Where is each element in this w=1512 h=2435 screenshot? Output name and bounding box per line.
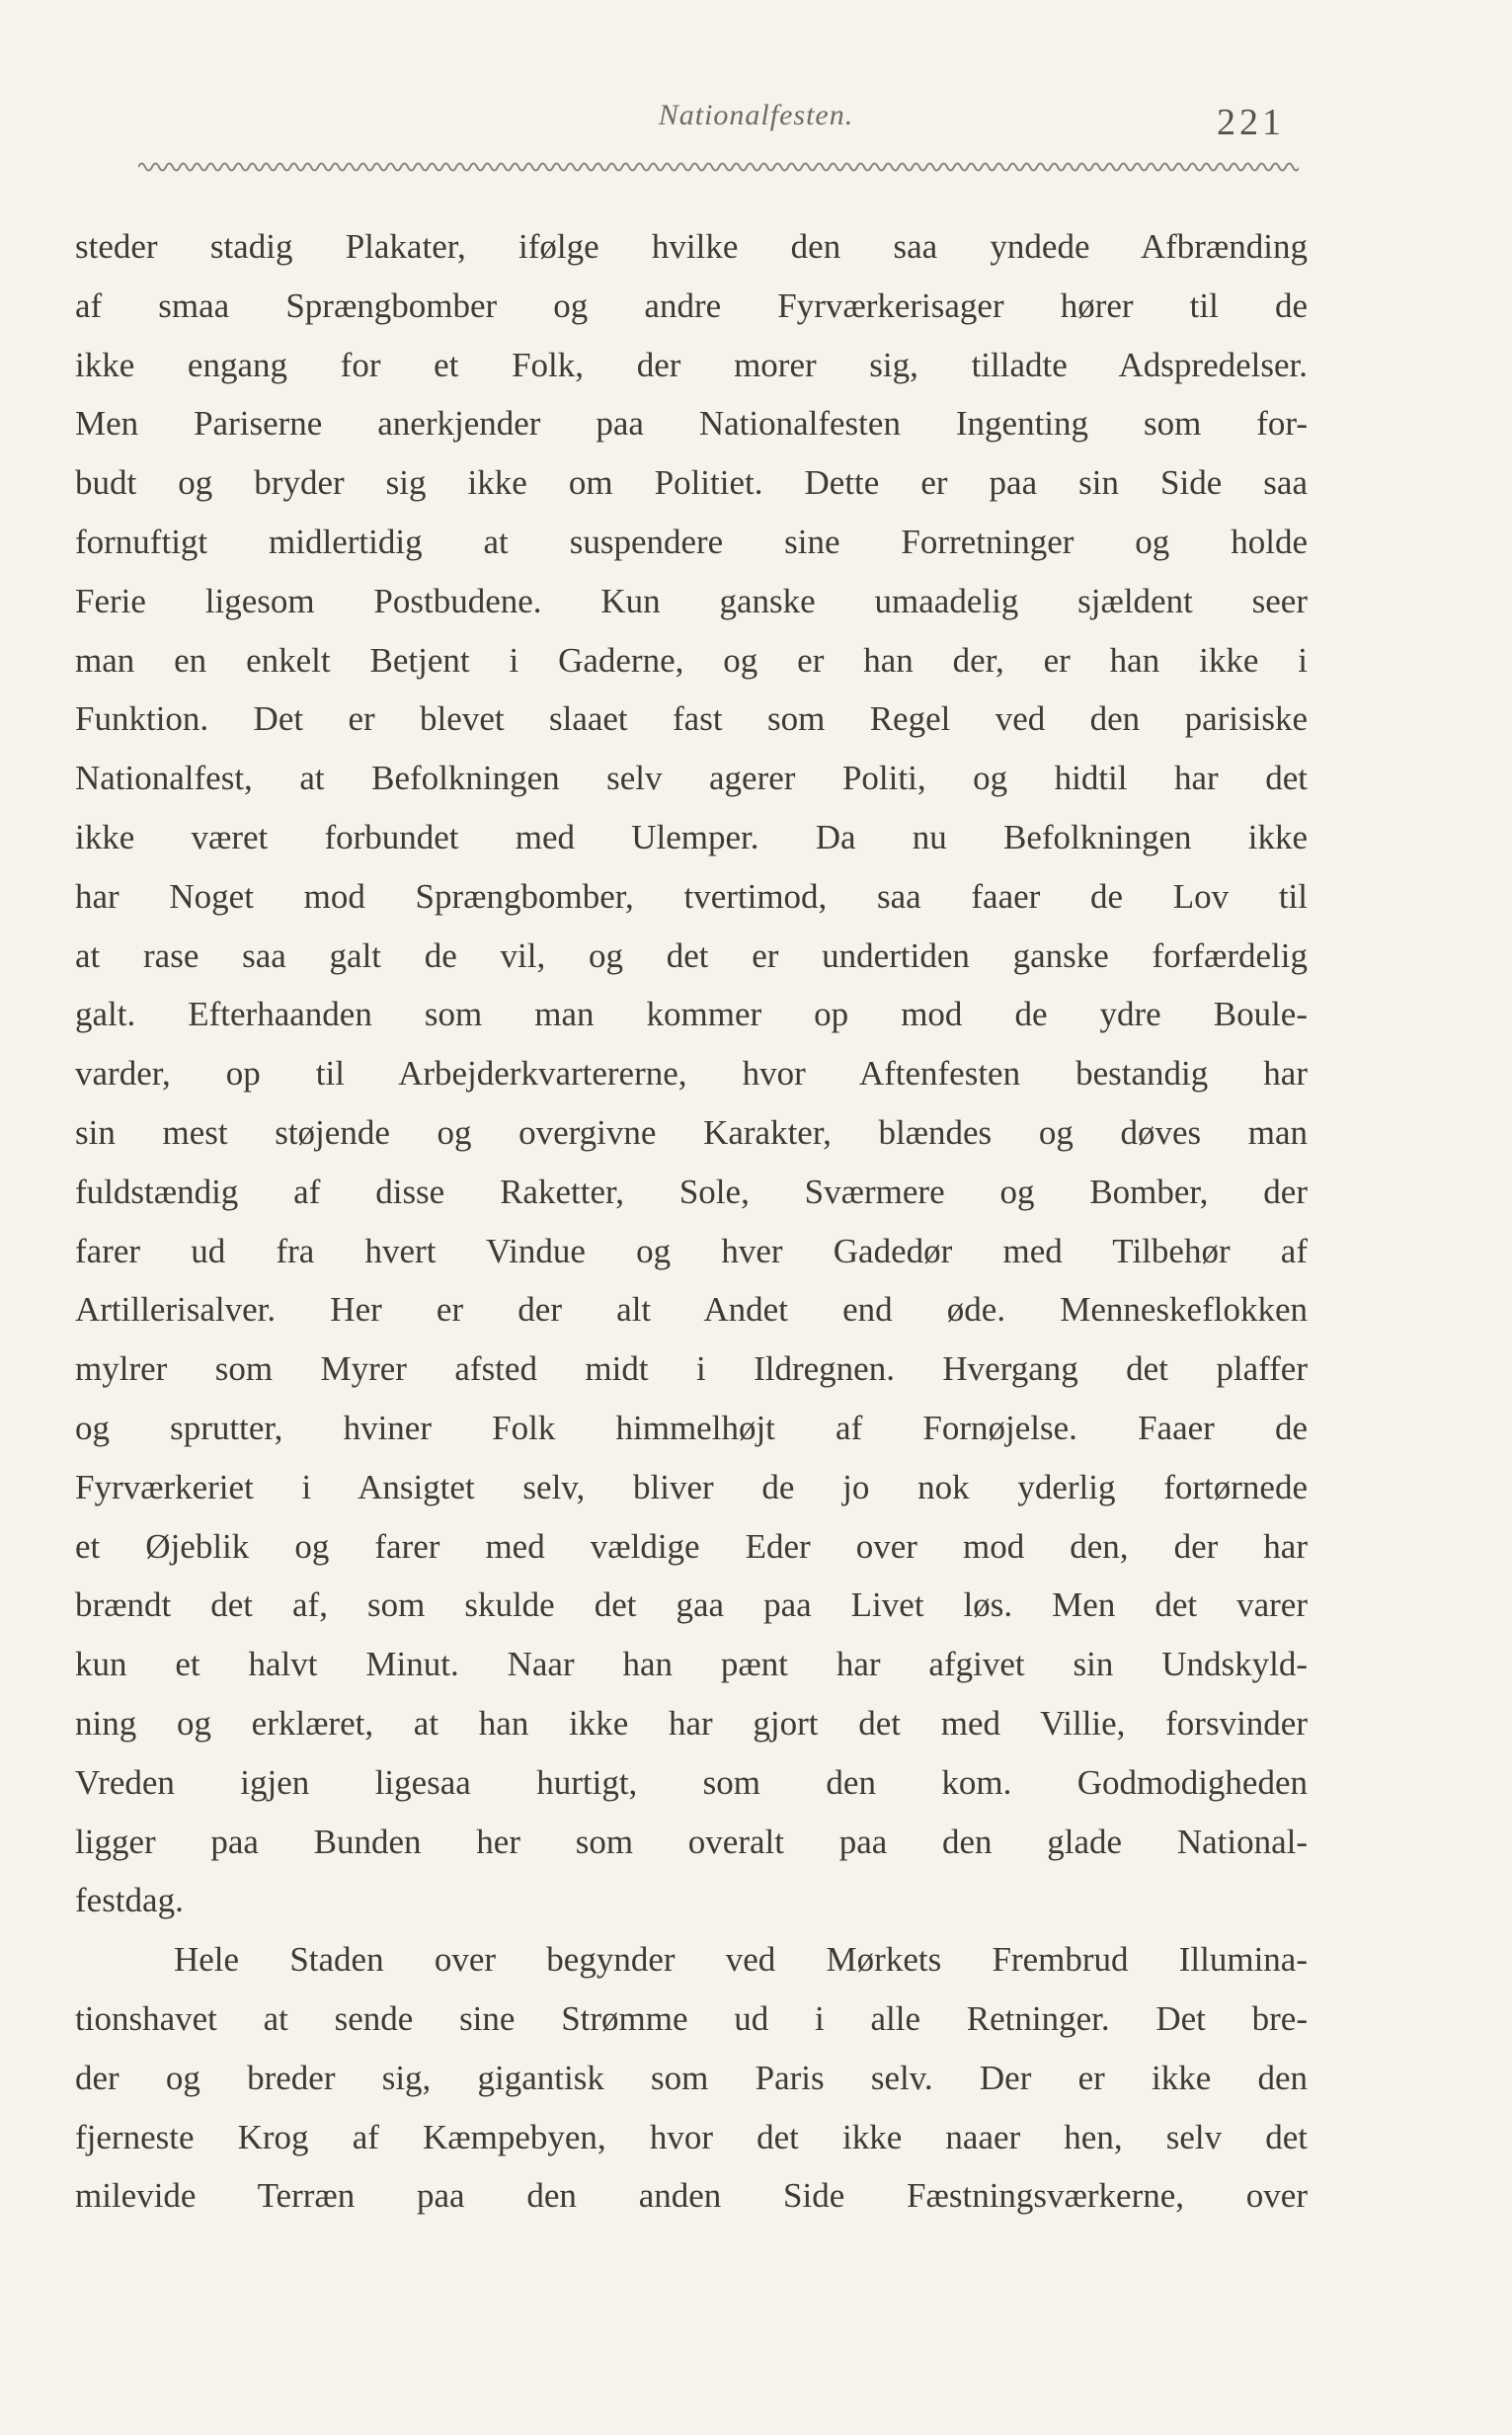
text-line: der og breder sig, gigantisk som Paris selv. Der er ikke den xyxy=(75,2058,1308,2097)
text-line: fornuftigt midlertidig at suspendere sine Forretninger og holde xyxy=(75,522,1308,561)
text-line: brændt det af, som skulde det gaa paa Livet løs. Men det varer xyxy=(75,1585,1308,1625)
text-line: ning og erklæret, at han ikke har gjort det med Villie, forsvinder xyxy=(75,1703,1308,1743)
text-line: festdag. xyxy=(75,1881,184,1920)
text-line: Men Pariserne anerkjender paa Nationalfesten Ingenting som for- xyxy=(75,404,1308,444)
text-line: fuldstændig af disse Raketter, Sole, Sværmere og Bomber, der xyxy=(75,1172,1308,1211)
text-line: Artillerisalver. Her er der alt Andet end øde. Menneskeflokken xyxy=(75,1290,1308,1330)
text-line: milevide Terræn paa den anden Side Fæstningsværkerne, over xyxy=(75,2176,1308,2216)
text-line: ikke været forbundet med Ulemper. Da nu Befolkningen ikke xyxy=(75,817,1308,856)
text-line: Ferie ligesom Postbudene. Kun ganske umaadelig sjældent seer xyxy=(75,581,1308,620)
text-line: Funktion. Det er blevet slaaet fast som Regel ved den parisiske xyxy=(75,699,1308,739)
paragraph-start-line: Hele Staden over begynder ved Mørkets Frembrud Illumina- xyxy=(174,1940,1308,1980)
text-line: varder, op til Arbejderkvartererne, hvor Aftenfesten bestandig har xyxy=(75,1054,1308,1094)
page-number: 221 xyxy=(1217,102,1285,143)
text-line: budt og bryder sig ikke om Politiet. Dette er paa sin Side saa xyxy=(75,463,1308,503)
text-line: Nationalfest, at Befolkningen selv agerer Politi, og hidtil har det xyxy=(75,759,1308,798)
text-line: af smaa Sprængbomber og andre Fyrværkerisager hører til de xyxy=(75,285,1308,325)
text-line: Fyrværkeriet i Ansigtet selv, bliver de jo nok yderlig fortørnede xyxy=(75,1467,1308,1506)
page-header xyxy=(0,99,1512,158)
text-line: galt. Efterhaanden som man kommer op mod de ydre Boule- xyxy=(75,995,1308,1034)
text-line: sin mest støjende og overgivne Karakter, blændes og døves man xyxy=(75,1112,1308,1152)
body-text xyxy=(75,217,1308,2226)
text-line: har Noget mod Sprængbomber, tvertimod, saa faaer de Lov til xyxy=(75,876,1308,916)
running-title: Nationalfesten. xyxy=(658,99,854,131)
text-line: ligger paa Bunden her som overalt paa den glade National- xyxy=(75,1822,1308,1861)
text-line: Vreden igjen ligesaa hurtigt, som den kom. Godmodigheden xyxy=(75,1762,1308,1802)
text-line: et Øjeblik og farer med vældige Eder over mod den, der har xyxy=(75,1526,1308,1566)
text-line: fjerneste Krog af Kæmpebyen, hvor det ikke naaer hen, selv det xyxy=(75,2117,1308,2156)
decorative-wavy-rule xyxy=(138,158,1299,176)
text-line: mylrer som Myrer afsted midt i Ildregnen. Hvergang det plaffer xyxy=(75,1349,1308,1389)
text-line: farer ud fra hvert Vindue og hver Gadedør med Tilbehør af xyxy=(75,1231,1308,1270)
text-line: tionshavet at sende sine Strømme ud i alle Retninger. Det bre- xyxy=(75,1998,1308,2038)
text-line: og sprutter, hviner Folk himmelhøjt af Fornøjelse. Faaer de xyxy=(75,1408,1308,1447)
text-line: steder stadig Plakater, ifølge hvilke den saa yndede Afbrænding xyxy=(75,227,1308,266)
text-line: kun et halvt Minut. Naar han pænt har afgivet sin Undskyld- xyxy=(75,1645,1308,1684)
text-line: at rase saa galt de vil, og det er undertiden ganske forfærdelig xyxy=(75,935,1308,975)
text-line: man en enkelt Betjent i Gaderne, og er han der, er han ikke i xyxy=(75,640,1308,680)
text-line: ikke engang for et Folk, der morer sig, tilladte Adspredelser. xyxy=(75,345,1308,384)
